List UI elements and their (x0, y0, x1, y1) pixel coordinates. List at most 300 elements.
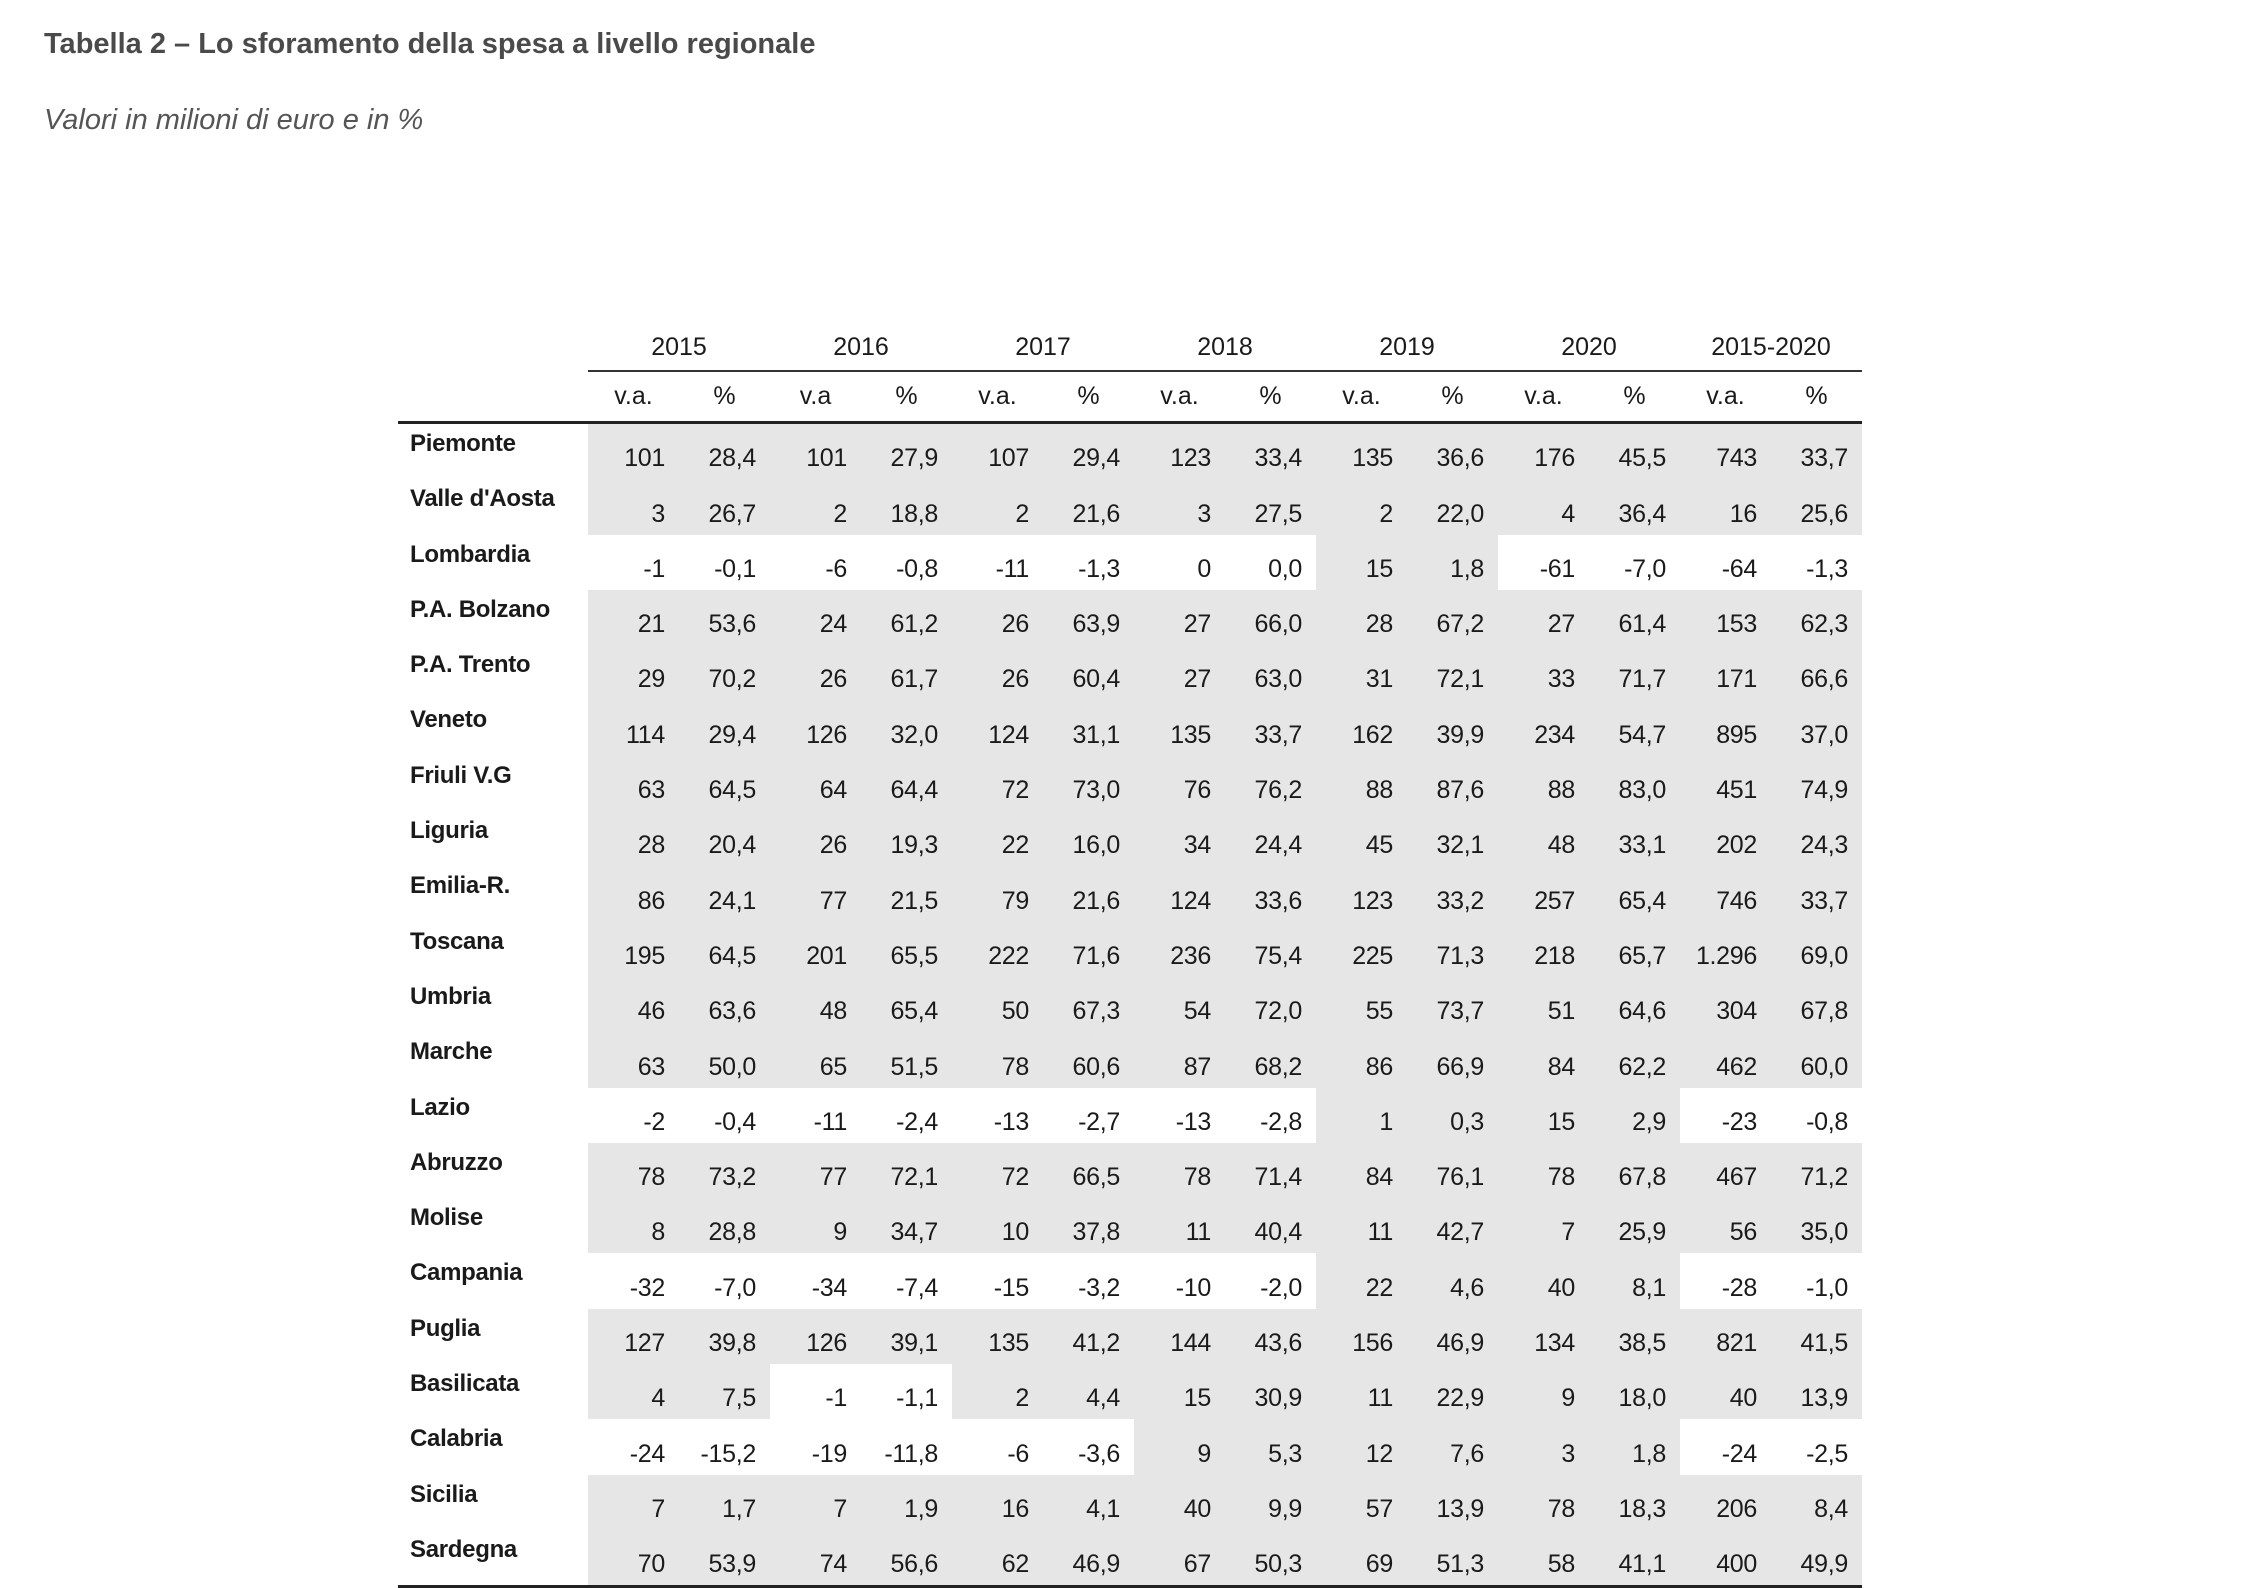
region-label: P.A. Trento (398, 645, 588, 700)
absolute-value-cell: 58 (1498, 1530, 1589, 1587)
absolute-value-cell: 78 (1498, 1143, 1589, 1198)
region-label: Veneto (398, 700, 588, 755)
percent-cell: -2,7 (1078, 1107, 1120, 1136)
absolute-value-cell: 78 (1498, 1475, 1589, 1530)
percent-cell: 83,0 (1589, 756, 1680, 811)
absolute-value-cell: 48 (1498, 811, 1589, 866)
absolute-value-cell: 206 (1680, 1475, 1771, 1530)
table-row (398, 1309, 1862, 1364)
percent-cell: 5,3 (1225, 1419, 1316, 1474)
absolute-value-cell: 31 (1316, 645, 1407, 700)
absolute-value-cell: -2 (643, 1107, 665, 1136)
absolute-value-cell: 1 (1316, 1088, 1407, 1143)
table-row (398, 700, 1862, 755)
year-header: 2017 (952, 325, 1134, 371)
absolute-value-cell: 201 (770, 922, 861, 977)
percent-cell: -1,3 (1078, 554, 1120, 583)
table-row (398, 1475, 1862, 1530)
percent-cell: 43,6 (1225, 1309, 1316, 1364)
percent-cell: -3,6 (1078, 1439, 1120, 1468)
absolute-value-cell: 234 (1498, 700, 1589, 755)
percent-cell: 21,6 (1043, 479, 1134, 534)
percent-cell: 66,6 (1771, 645, 1862, 700)
absolute-value-header: v.a (770, 371, 861, 423)
percent-cell: 61,7 (861, 645, 952, 700)
percent-cell: 67,3 (1043, 977, 1134, 1032)
percent-cell: 76,1 (1407, 1143, 1498, 1198)
percent-cell: 36,6 (1407, 423, 1498, 480)
table-row (398, 479, 1862, 534)
region-label: Lombardia (398, 535, 588, 590)
absolute-value-cell: 24 (770, 590, 861, 645)
absolute-value-cell: 126 (770, 1309, 861, 1364)
absolute-value-cell: 144 (1134, 1309, 1225, 1364)
year-header: 2015-2020 (1680, 325, 1862, 371)
percent-cell: 33,7 (1771, 866, 1862, 921)
percent-cell: 71,7 (1589, 645, 1680, 700)
absolute-value-cell: -6 (1007, 1439, 1029, 1468)
year-header-row (398, 325, 1862, 371)
percent-cell: 66,0 (1225, 590, 1316, 645)
absolute-value-cell: 88 (1316, 756, 1407, 811)
table-row (398, 922, 1862, 977)
percent-cell: 27,5 (1225, 479, 1316, 534)
percent-cell: 1,8 (1407, 535, 1498, 590)
table-row (398, 423, 1862, 480)
percent-cell: 28,4 (679, 423, 770, 480)
percent-cell: 67,2 (1407, 590, 1498, 645)
absolute-value-cell: -24 (629, 1439, 665, 1468)
absolute-value-cell: 135 (952, 1309, 1043, 1364)
absolute-value-cell: 16 (1680, 479, 1771, 534)
percent-cell: 24,3 (1771, 811, 1862, 866)
percent-cell: 29,4 (679, 700, 770, 755)
absolute-value-cell: -64 (1721, 554, 1757, 583)
absolute-value-cell: 11 (1316, 1364, 1407, 1419)
percent-header: % (1225, 371, 1316, 423)
table-row (398, 1530, 1862, 1587)
absolute-value-header: v.a. (1498, 371, 1589, 423)
absolute-value-cell: 34 (1134, 811, 1225, 866)
absolute-value-cell: 88 (1498, 756, 1589, 811)
region-label: Sicilia (398, 1475, 588, 1530)
region-label: Campania (398, 1253, 588, 1308)
percent-cell: 60,4 (1043, 645, 1134, 700)
absolute-value-cell: 48 (770, 977, 861, 1032)
percent-cell: 33,1 (1589, 811, 1680, 866)
table-row (398, 535, 1862, 590)
table-row (398, 1253, 1862, 1308)
region-label: Piemonte (398, 423, 588, 480)
percent-cell: 72,0 (1225, 977, 1316, 1032)
absolute-value-cell: 304 (1680, 977, 1771, 1032)
absolute-value-cell: 50 (952, 977, 1043, 1032)
region-label: Calabria (398, 1419, 588, 1474)
absolute-value-cell: 54 (1134, 977, 1225, 1032)
percent-cell: 29,4 (1043, 423, 1134, 480)
percent-cell: 41,5 (1771, 1309, 1862, 1364)
percent-cell: 62,2 (1589, 1032, 1680, 1087)
percent-cell: 33,7 (1225, 700, 1316, 755)
percent-cell: 75,4 (1225, 922, 1316, 977)
percent-cell: 65,5 (861, 922, 952, 977)
absolute-value-cell: 40 (1680, 1364, 1771, 1419)
percent-cell: 70,2 (679, 645, 770, 700)
absolute-value-header: v.a. (1680, 371, 1771, 423)
subheader-row (398, 371, 1862, 423)
absolute-value-cell: 9 (1134, 1419, 1225, 1474)
absolute-value-cell: 462 (1680, 1032, 1771, 1087)
percent-cell: 64,5 (679, 922, 770, 977)
percent-cell: 24,4 (1225, 811, 1316, 866)
percent-header: % (861, 371, 952, 423)
year-header: 2018 (1134, 325, 1316, 371)
absolute-value-cell: 15 (1498, 1088, 1589, 1143)
percent-cell: 67,8 (1589, 1143, 1680, 1198)
percent-cell: 39,9 (1407, 700, 1498, 755)
absolute-value-cell: 15 (1316, 535, 1407, 590)
percent-cell: 41,1 (1589, 1530, 1680, 1587)
absolute-value-cell: 63 (588, 1032, 679, 1087)
absolute-value-cell: 135 (1316, 423, 1407, 480)
percent-cell: 51,3 (1407, 1530, 1498, 1587)
percent-cell: 68,2 (1225, 1032, 1316, 1087)
absolute-value-cell: 895 (1680, 700, 1771, 755)
absolute-value-cell: -19 (811, 1439, 847, 1468)
region-label: P.A. Bolzano (398, 590, 588, 645)
absolute-value-cell: 123 (1134, 423, 1225, 480)
table-row (398, 866, 1862, 921)
absolute-value-cell: 101 (770, 423, 861, 480)
percent-cell: 51,5 (861, 1032, 952, 1087)
absolute-value-header: v.a. (588, 371, 679, 423)
absolute-value-cell: 27 (1134, 645, 1225, 700)
region-label: Basilicata (398, 1364, 588, 1419)
percent-cell: 61,2 (861, 590, 952, 645)
table-row (398, 1419, 1862, 1474)
absolute-value-cell: 225 (1316, 922, 1407, 977)
table-body (398, 423, 1862, 1587)
year-header: 2016 (770, 325, 952, 371)
region-label: Molise (398, 1198, 588, 1253)
absolute-value-cell: 26 (770, 645, 861, 700)
absolute-value-cell: 21 (588, 590, 679, 645)
region-label: Umbria (398, 977, 588, 1032)
percent-cell: 49,9 (1771, 1530, 1862, 1587)
percent-cell: 65,4 (861, 977, 952, 1032)
absolute-value-cell: 4 (588, 1364, 679, 1419)
absolute-value-cell: 22 (1316, 1253, 1407, 1308)
percent-header: % (1043, 371, 1134, 423)
absolute-value-cell: 9 (1498, 1364, 1589, 1419)
percent-cell: 22,0 (1407, 479, 1498, 534)
percent-cell: 69,0 (1771, 922, 1862, 977)
percent-cell: 71,2 (1771, 1143, 1862, 1198)
percent-cell: 74,9 (1771, 756, 1862, 811)
absolute-value-cell: 218 (1498, 922, 1589, 977)
header-corner (398, 371, 588, 423)
percent-cell: 8,1 (1589, 1253, 1680, 1308)
percent-cell: 72,1 (1407, 645, 1498, 700)
absolute-value-cell: 51 (1498, 977, 1589, 1032)
absolute-value-cell: 114 (588, 700, 679, 755)
percent-cell: 72,1 (861, 1143, 952, 1198)
absolute-value-cell: 56 (1680, 1198, 1771, 1253)
absolute-value-cell: 124 (952, 700, 1043, 755)
absolute-value-cell: 10 (952, 1198, 1043, 1253)
percent-cell: 37,8 (1043, 1198, 1134, 1253)
absolute-value-cell: 451 (1680, 756, 1771, 811)
absolute-value-cell: -24 (1721, 1439, 1757, 1468)
table-row (398, 756, 1862, 811)
absolute-value-cell: 222 (952, 922, 1043, 977)
absolute-value-cell: 72 (952, 1143, 1043, 1198)
percent-cell: 62,3 (1771, 590, 1862, 645)
percent-cell: 36,4 (1589, 479, 1680, 534)
percent-cell: 71,3 (1407, 922, 1498, 977)
absolute-value-cell: 72 (952, 756, 1043, 811)
percent-cell: -0,4 (714, 1107, 756, 1136)
absolute-value-cell: 176 (1498, 423, 1589, 480)
percent-cell: 25,6 (1771, 479, 1862, 534)
percent-cell: 9,9 (1225, 1475, 1316, 1530)
percent-header: % (1771, 371, 1862, 423)
absolute-value-cell: 4 (1498, 479, 1589, 534)
absolute-value-cell: -61 (1539, 554, 1575, 583)
percent-cell: 31,1 (1043, 700, 1134, 755)
absolute-value-cell: 2 (952, 1364, 1043, 1419)
percent-cell: 63,9 (1043, 590, 1134, 645)
absolute-value-cell: 16 (952, 1475, 1043, 1530)
absolute-value-cell: 79 (952, 866, 1043, 921)
absolute-value-cell: -13 (993, 1107, 1029, 1136)
region-label: Valle d'Aosta (398, 479, 588, 534)
absolute-value-cell: 743 (1680, 423, 1771, 480)
percent-cell: 2,9 (1589, 1088, 1680, 1143)
absolute-value-cell: 257 (1498, 866, 1589, 921)
absolute-value-cell: 28 (1316, 590, 1407, 645)
percent-cell: 1,8 (1589, 1419, 1680, 1474)
percent-cell: 13,9 (1407, 1475, 1498, 1530)
absolute-value-cell: 2 (1316, 479, 1407, 534)
percent-cell: -1,0 (1806, 1273, 1848, 1302)
absolute-value-cell: 8 (588, 1198, 679, 1253)
percent-cell: 38,5 (1589, 1309, 1680, 1364)
absolute-value-cell: 62 (952, 1530, 1043, 1587)
absolute-value-cell: 63 (588, 756, 679, 811)
absolute-value-cell: 26 (952, 645, 1043, 700)
percent-header: % (1589, 371, 1680, 423)
region-label: Toscana (398, 922, 588, 977)
absolute-value-cell: 40 (1134, 1475, 1225, 1530)
absolute-value-cell: 46 (588, 977, 679, 1032)
percent-cell: 73,7 (1407, 977, 1498, 1032)
percent-cell: 28,8 (679, 1198, 770, 1253)
absolute-value-cell: 69 (1316, 1530, 1407, 1587)
absolute-value-cell: -34 (811, 1273, 847, 1302)
percent-cell: 54,7 (1589, 700, 1680, 755)
percent-cell: 0,0 (1268, 554, 1302, 583)
absolute-value-cell: -11 (813, 1107, 847, 1136)
percent-cell: -11,8 (884, 1439, 938, 1468)
absolute-value-cell: 84 (1316, 1143, 1407, 1198)
absolute-value-cell: 84 (1498, 1032, 1589, 1087)
percent-cell: -7,4 (896, 1273, 938, 1302)
absolute-value-header: v.a. (952, 371, 1043, 423)
percent-cell: 60,6 (1043, 1032, 1134, 1087)
percent-cell: -3,2 (1078, 1273, 1120, 1302)
region-label: Emilia-R. (398, 866, 588, 921)
absolute-value-cell: -23 (1721, 1107, 1757, 1136)
percent-cell: 64,4 (861, 756, 952, 811)
percent-cell: 1,9 (861, 1475, 952, 1530)
percent-cell: 33,2 (1407, 866, 1498, 921)
absolute-value-cell: 9 (770, 1198, 861, 1253)
percent-cell: -2,8 (1260, 1107, 1302, 1136)
percent-cell: 37,0 (1771, 700, 1862, 755)
absolute-value-cell: 195 (588, 922, 679, 977)
percent-cell: 61,4 (1589, 590, 1680, 645)
absolute-value-cell: 3 (1134, 479, 1225, 534)
percent-cell: -0,8 (1806, 1107, 1848, 1136)
percent-cell: -2,5 (1806, 1439, 1848, 1468)
absolute-value-cell: 15 (1134, 1364, 1225, 1419)
percent-cell: 16,0 (1043, 811, 1134, 866)
absolute-value-header: v.a. (1134, 371, 1225, 423)
percent-cell: 50,3 (1225, 1530, 1316, 1587)
percent-cell: 67,8 (1771, 977, 1862, 1032)
absolute-value-cell: -13 (1175, 1107, 1211, 1136)
percent-cell: 46,9 (1407, 1309, 1498, 1364)
percent-cell: 65,4 (1589, 866, 1680, 921)
table-row (398, 1364, 1862, 1419)
absolute-value-cell: -6 (825, 554, 847, 583)
absolute-value-cell: 126 (770, 700, 861, 755)
absolute-value-cell: 135 (1134, 700, 1225, 755)
regional-spending-table (398, 325, 1862, 1588)
absolute-value-cell: 12 (1316, 1419, 1407, 1474)
absolute-value-cell: 86 (588, 866, 679, 921)
absolute-value-cell: 127 (588, 1309, 679, 1364)
table-row (398, 977, 1862, 1032)
absolute-value-cell: 77 (770, 1143, 861, 1198)
percent-cell: 33,4 (1225, 423, 1316, 480)
percent-cell: 45,5 (1589, 423, 1680, 480)
year-header: 2020 (1498, 325, 1680, 371)
absolute-value-cell: 7 (1498, 1198, 1589, 1253)
percent-cell: -15,2 (700, 1439, 756, 1468)
absolute-value-cell: 153 (1680, 590, 1771, 645)
percent-cell: -7,0 (714, 1273, 756, 1302)
table-row (398, 811, 1862, 866)
percent-cell: 64,5 (679, 756, 770, 811)
percent-cell: 4,1 (1043, 1475, 1134, 1530)
percent-cell: -0,1 (714, 554, 756, 583)
absolute-value-cell: 77 (770, 866, 861, 921)
percent-cell: 30,9 (1225, 1364, 1316, 1419)
percent-cell: -0,8 (896, 554, 938, 583)
absolute-value-cell: 22 (952, 811, 1043, 866)
absolute-value-header: v.a. (1316, 371, 1407, 423)
absolute-value-cell: 3 (1498, 1419, 1589, 1474)
absolute-value-cell: 27 (1134, 590, 1225, 645)
percent-cell: 41,2 (1043, 1309, 1134, 1364)
percent-cell: 42,7 (1407, 1198, 1498, 1253)
percent-cell: -1,3 (1806, 554, 1848, 583)
absolute-value-cell: 78 (1134, 1143, 1225, 1198)
percent-cell: 60,0 (1771, 1032, 1862, 1087)
absolute-value-cell: 65 (770, 1032, 861, 1087)
table-row (398, 1088, 1862, 1143)
table-row (398, 1032, 1862, 1087)
absolute-value-cell: 7 (588, 1475, 679, 1530)
absolute-value-cell: 400 (1680, 1530, 1771, 1587)
absolute-value-cell: 2 (952, 479, 1043, 534)
percent-cell: 33,7 (1771, 423, 1862, 480)
percent-cell: 19,3 (861, 811, 952, 866)
percent-cell: 18,0 (1589, 1364, 1680, 1419)
absolute-value-cell: -10 (1175, 1273, 1211, 1302)
percent-header: % (679, 371, 770, 423)
percent-cell: 32,0 (861, 700, 952, 755)
document-subtitle: Valori in milioni di euro e in % (44, 104, 424, 136)
absolute-value-cell: 821 (1680, 1309, 1771, 1364)
percent-cell: 35,0 (1771, 1198, 1862, 1253)
absolute-value-cell: 45 (1316, 811, 1407, 866)
percent-cell: 4,6 (1407, 1253, 1498, 1308)
absolute-value-cell: 467 (1680, 1143, 1771, 1198)
percent-cell: -7,0 (1624, 554, 1666, 583)
absolute-value-cell: 55 (1316, 977, 1407, 1032)
percent-cell: 13,9 (1771, 1364, 1862, 1419)
absolute-value-cell: 101 (588, 423, 679, 480)
absolute-value-cell: 7 (770, 1475, 861, 1530)
percent-cell: 26,7 (679, 479, 770, 534)
percent-header: % (1407, 371, 1498, 423)
percent-cell: 18,8 (861, 479, 952, 534)
percent-cell: 32,1 (1407, 811, 1498, 866)
percent-cell: -2,4 (896, 1107, 938, 1136)
percent-cell: 71,6 (1043, 922, 1134, 977)
absolute-value-cell: 134 (1498, 1309, 1589, 1364)
absolute-value-cell: 86 (1316, 1032, 1407, 1087)
absolute-value-cell: 33 (1498, 645, 1589, 700)
percent-cell: 65,7 (1589, 922, 1680, 977)
percent-cell: 7,5 (679, 1364, 770, 1419)
percent-cell: 1,7 (679, 1475, 770, 1530)
percent-cell: 56,6 (861, 1530, 952, 1587)
absolute-value-cell: -15 (993, 1273, 1029, 1302)
percent-cell: 53,6 (679, 590, 770, 645)
percent-cell: 40,4 (1225, 1198, 1316, 1253)
absolute-value-cell: -28 (1721, 1273, 1757, 1302)
absolute-value-cell: -32 (629, 1273, 665, 1302)
year-header: 2015 (588, 325, 770, 371)
percent-cell: 53,9 (679, 1530, 770, 1587)
percent-cell: 39,1 (861, 1309, 952, 1364)
region-label: Friuli V.G (398, 756, 588, 811)
absolute-value-cell: 0 (1197, 554, 1211, 583)
absolute-value-cell: 162 (1316, 700, 1407, 755)
percent-cell: 73,0 (1043, 756, 1134, 811)
document-title: Tabella 2 – Lo sforamento della spesa a livello regionale (44, 28, 816, 60)
percent-cell: 64,6 (1589, 977, 1680, 1032)
absolute-value-cell: 26 (952, 590, 1043, 645)
absolute-value-cell: 123 (1316, 866, 1407, 921)
percent-cell: 0,3 (1407, 1088, 1498, 1143)
percent-cell: 66,5 (1043, 1143, 1134, 1198)
absolute-value-cell: 64 (770, 756, 861, 811)
